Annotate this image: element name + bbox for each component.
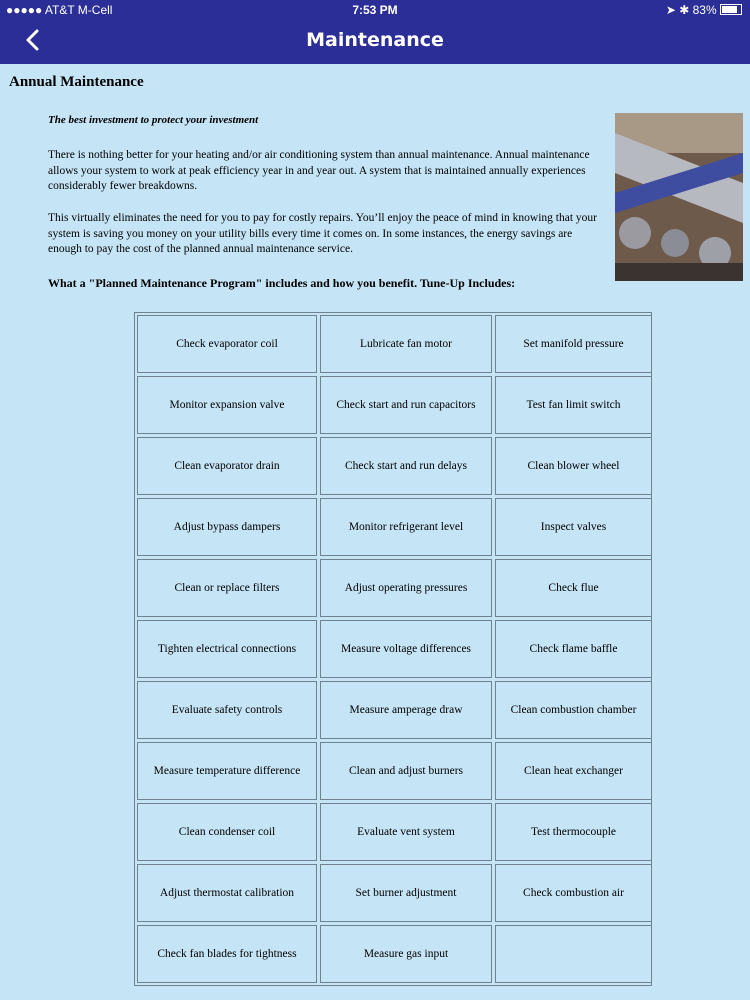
tune-up-item: Check combustion air: [495, 864, 652, 922]
tune-up-item: Clean evaporator drain: [137, 437, 317, 495]
tune-up-item: Adjust bypass dampers: [137, 498, 317, 556]
tune-up-item: Set manifold pressure: [495, 315, 652, 373]
tune-up-item: Adjust operating pressures: [320, 559, 492, 617]
tune-up-item: Clean heat exchanger: [495, 742, 652, 800]
section-title: Annual Maintenance: [9, 74, 144, 90]
navigation-bar: [0, 20, 750, 64]
tune-up-item: [495, 925, 652, 983]
status-time: 7:53 PM: [352, 3, 398, 17]
tune-up-item: Set burner adjustment: [320, 864, 492, 922]
battery-icon: [720, 4, 742, 15]
tagline: The best investment to protect your investment: [48, 114, 259, 126]
bluetooth-icon: ✱: [679, 3, 690, 17]
tune-up-item: Monitor expansion valve: [137, 376, 317, 434]
location-icon: ➤: [665, 3, 676, 17]
tune-up-item: Check start and run capacitors: [320, 376, 492, 434]
tune-up-item: Tighten electrical connections: [137, 620, 317, 678]
tune-up-item: Test fan limit switch: [495, 376, 652, 434]
tune-up-item: Measure temperature difference: [137, 742, 317, 800]
tune-up-item: Test thermocouple: [495, 803, 652, 861]
tune-up-item: Check start and run delays: [320, 437, 492, 495]
tune-up-item: Clean blower wheel: [495, 437, 652, 495]
tune-up-item: Evaluate vent system: [320, 803, 492, 861]
savings-paragraph: This virtually eliminates the need for you to pay for costly repairs. You’ll enjoy the peace of mind in knowing that your system is saving you money on your utility bills every time it comes on. In some instances, the energy savings are enough to pay the cost of the planned annual maintenance service.: [48, 212, 598, 255]
tune-up-item: Check flue: [495, 559, 652, 617]
tune-up-item: Lubricate fan motor: [320, 315, 492, 373]
tune-up-item: Measure voltage differences: [320, 620, 492, 678]
page-title: Maintenance: [306, 29, 444, 51]
tune-up-item: Clean or replace filters: [137, 559, 317, 617]
tune-up-item: Evaluate safety controls: [137, 681, 317, 739]
carrier-signal: ●●●●● AT&T M-Cell: [6, 3, 113, 17]
battery-percent: 83%: [692, 3, 717, 17]
content-area: [0, 64, 750, 1000]
tune-up-item: Measure gas input: [320, 925, 492, 983]
tune-up-item: Monitor refrigerant level: [320, 498, 492, 556]
tune-up-heading: What a "Planned Maintenance Program" includes and how you benefit. Tune-Up Includes:: [48, 276, 516, 290]
tune-up-item: Check evaporator coil: [137, 315, 317, 373]
tune-up-item: Measure amperage draw: [320, 681, 492, 739]
tune-up-item: Check fan blades for tightness: [137, 925, 317, 983]
status-bar: [0, 0, 750, 20]
tune-up-item: Clean condenser coil: [137, 803, 317, 861]
intro-paragraph: There is nothing better for your heating and/or air conditioning system than annual maintenance. Annual maintenance allows your system to work at peak efficiency year in and year out. A system that is maintained annually experiences considerably fewer breakdowns.: [48, 149, 590, 192]
tune-up-item: Clean combustion chamber: [495, 681, 652, 739]
hvac-equipment-photo: [615, 113, 743, 281]
battery-indicator: [666, 3, 742, 17]
tune-up-item: Check flame baffle: [495, 620, 652, 678]
tune-up-item: Adjust thermostat calibration: [137, 864, 317, 922]
tune-up-item: Inspect valves: [495, 498, 652, 556]
tune-up-table: [134, 312, 652, 986]
tune-up-item: Clean and adjust burners: [320, 742, 492, 800]
